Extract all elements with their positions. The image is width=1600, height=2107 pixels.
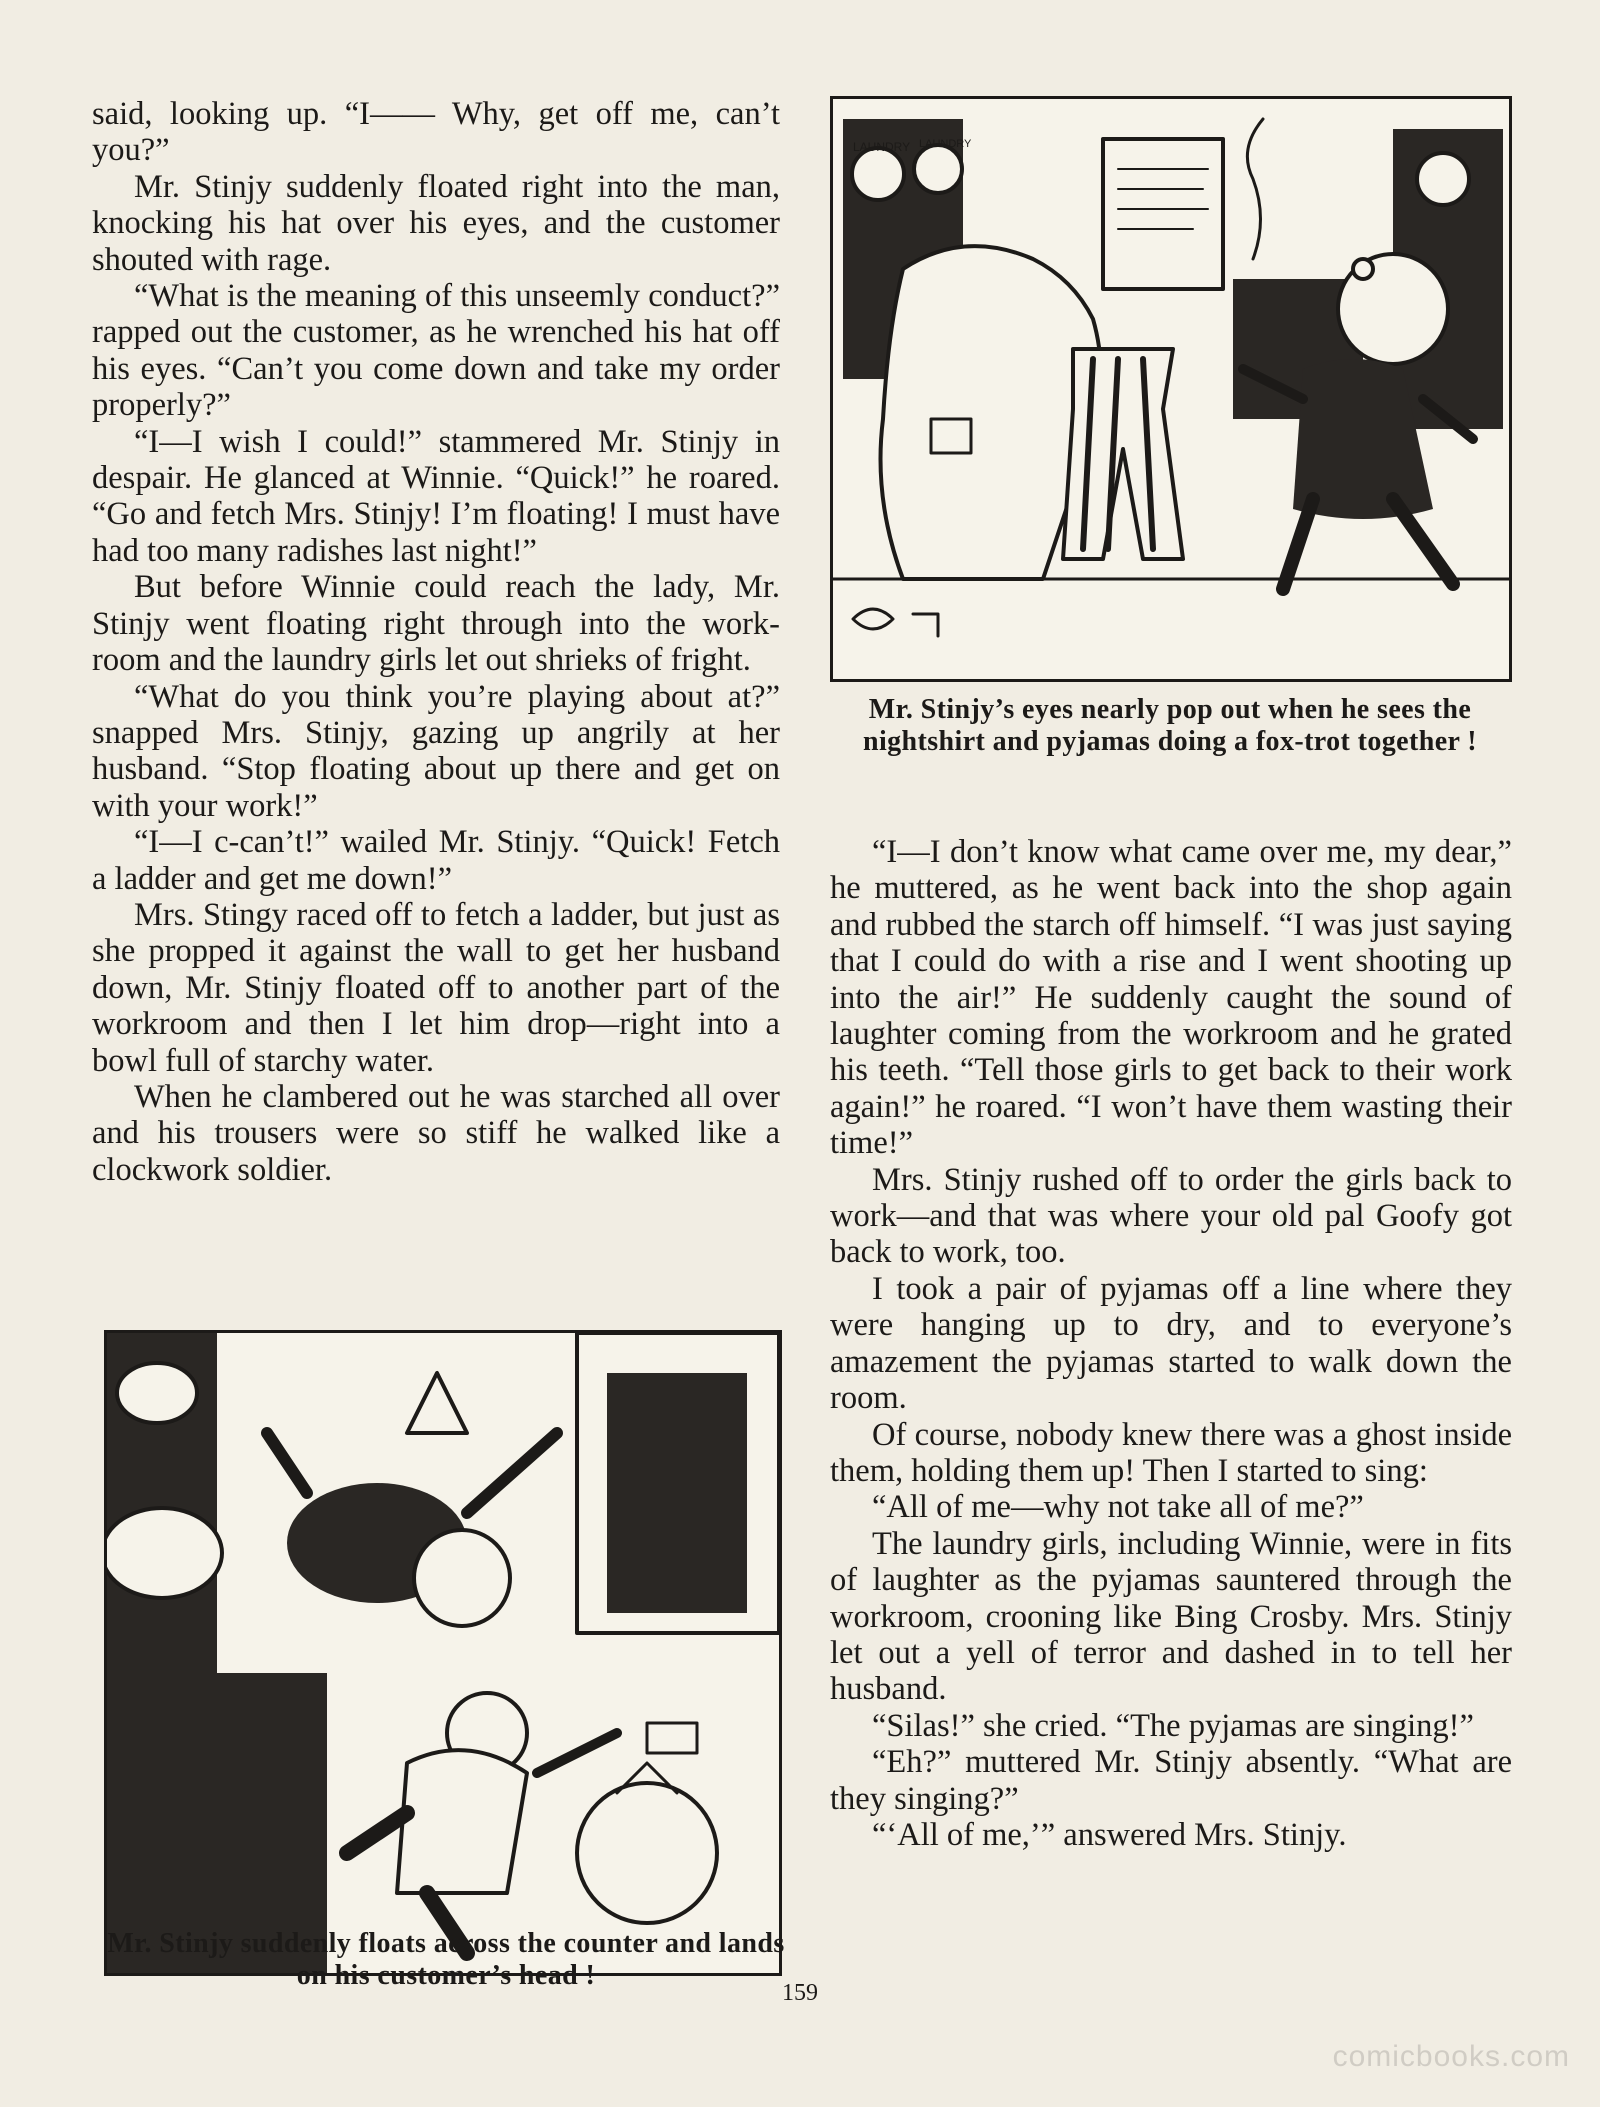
paragraph: Mrs. Stingy raced off to fetch a ladder, but just as she propped it against the wall to get her husband down, Mr. Stinjy floated off to another part of the workroom and then I let him drop—right into a bowl full of starchy water.: [92, 896, 780, 1079]
paragraph: I took a pair of pyjamas off a line where they were hanging up to dry, and to everyone’s amazement the pyjamas started to walk down the room.: [830, 1270, 1512, 1417]
svg-text:LAUNDRY: LAUNDRY: [919, 138, 972, 150]
page-number: 159: [782, 1980, 818, 2006]
paragraph: “All of me—why not take all of me?”: [872, 1489, 1364, 1526]
paragraph: said, looking up. “I—— Why, get off me, can’t you?”: [92, 96, 780, 169]
laundry-dance-illustration: [830, 96, 1512, 682]
paragraph: When he clambered out he was starched all over and his trousers were so stiff he walked like a clockwork soldier.: [92, 1078, 780, 1188]
paragraph: “I—I wish I could!” stammered Mr. Stinjy in despair. He glanced at Winnie. “Quick!” he roared. “Go and fetch Mrs. Stinjy! I’m floating! I must have had too many radishes last night!”: [92, 423, 780, 569]
paragraph: Of course, nobody knew there was a ghost inside them, holding them up! Then I started to sing:: [830, 1416, 1512, 1489]
watermark: comicbooks.com: [1332, 2040, 1570, 2073]
paragraph: “What do you think you’re playing about at?” snapped Mrs. Stinjy, gazing up angrily at her husband. “Stop floating about up there and get on with your work!”: [92, 678, 780, 824]
paragraph: “I—I don’t know what came over me, my dear,” he muttered, as he went back into the shop again and rubbed the starch off himself. “I was just saying that I could do with a rise and I went shooting up into the air!” He suddenly caught the sound of laughter coming from the workroom and he grated his teeth. “Tell those girls to get back to their work again!” he roared. “I won’t have them wasting their time!”: [830, 834, 1512, 1162]
svg-text:LAUNDRY: LAUNDRY: [853, 140, 911, 154]
paragraph: Mrs. Stinjy rushed off to order the girls back to work—and that was where your old pal Goofy got back to work, too.: [830, 1161, 1512, 1271]
paragraph: “What is the meaning of this unseemly conduct?” rapped out the customer, as he wrenched his hat off his eyes. “Can’t you come down and take my order properly?”: [92, 278, 780, 424]
paragraph: The laundry girls, including Winnie, were in fits of laughter as the pyjamas sauntered through the workroom, crooning like Bing Crosby. Mrs. Stinjy let out a yell of terror and dashed in to tell her husband.: [830, 1525, 1512, 1708]
paragraph: “‘All of me,’” answered Mrs. Stinjy.: [872, 1816, 1347, 1853]
paragraph: “Eh?” muttered Mr. Stinjy absently. “What are they singing?”: [830, 1744, 1512, 1817]
paragraph: But before Winnie could reach the lady, Mr. Stinjy went floating right through into the work-room and the laundry girls let out shrieks of fright.: [92, 569, 780, 679]
bottom-illustration-caption: Mr. Stinjy suddenly floats across the counter and lands on his customer’s head !: [107, 1928, 785, 1991]
paragraph: “I—I c-can’t!” wailed Mr. Stinjy. “Quick! Fetch a ladder and get me down!”: [92, 824, 780, 897]
top-illustration-caption: Mr. Stinjy’s eyes nearly pop out when he sees the nightshirt and pyjamas doing a fox-trot together !: [863, 694, 1477, 757]
left-text-column: [92, 96, 780, 1188]
paragraph: Mr. Stinjy suddenly floated right into the man, knocking his hat over his eyes, and the customer shouted with rage.: [92, 168, 780, 278]
floating-customer-illustration: [104, 1330, 782, 1976]
right-text-column: [830, 834, 1512, 1853]
paragraph: “Silas!” she cried. “The pyjamas are singing!”: [872, 1707, 1474, 1744]
